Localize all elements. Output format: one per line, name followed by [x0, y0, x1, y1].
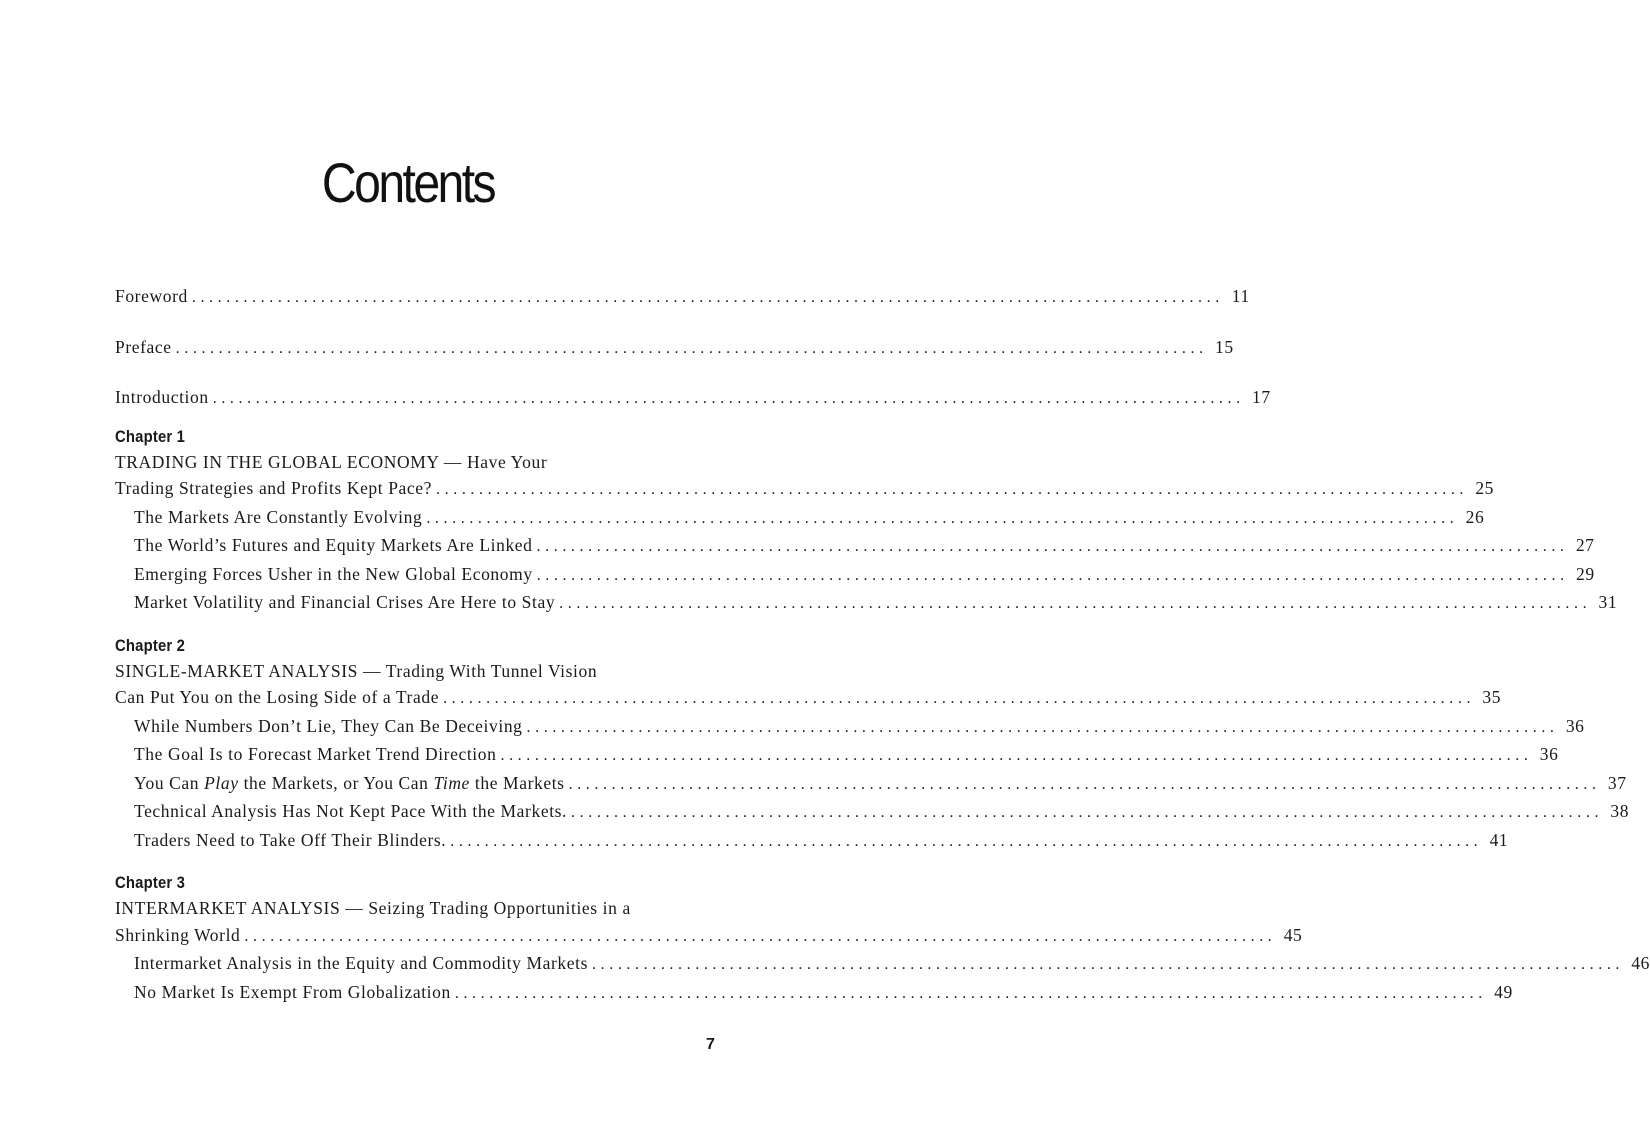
- section-entry: [115, 950, 1650, 979]
- toc-entry-page: 25: [1475, 478, 1495, 498]
- toc-entry-label: The World’s Futures and Equity Markets Are Linked: [134, 535, 533, 555]
- chapter-title-entry: [115, 684, 1502, 713]
- toc-entry-label: Traders Need to Take Off Their Blinders.: [134, 829, 447, 850]
- dot-leader: ........................................................................................................................: [536, 566, 1569, 584]
- toc-entry-label: Shrinking World: [115, 924, 241, 945]
- toc-entry-page: 35: [1482, 687, 1502, 707]
- toc-entry-label: The Goal Is to Forecast Market Trend Direction: [134, 744, 497, 764]
- chapter-title-entry: [115, 475, 1495, 504]
- dot-leader: ........................................................................................................................: [450, 832, 1483, 850]
- dot-leader: ........................................................................................................................: [559, 595, 1592, 612]
- dot-leader: ........................................................................................................................: [175, 339, 1208, 357]
- dot-leader: ........................................................................................................................: [526, 718, 1559, 736]
- toc-entry-preface: [115, 334, 1234, 363]
- section-entry: [115, 798, 1630, 827]
- toc-entry-label: Introduction: [115, 387, 209, 407]
- label-part-emphasis: Play: [204, 772, 239, 793]
- table-of-contents: [115, 283, 1650, 1023]
- toc-entry-page: 41: [1489, 829, 1509, 850]
- dot-leader: ........................................................................................................................: [436, 481, 1469, 498]
- toc-entry-page: 31: [1598, 592, 1618, 612]
- toc-entry-page: 45: [1283, 924, 1303, 945]
- dot-leader: ........................................................................................................................: [443, 690, 1476, 707]
- section-entry: [115, 827, 1509, 856]
- toc-entry-introduction: [115, 384, 1271, 413]
- toc-entry-page: 36: [1539, 744, 1559, 764]
- toc-entry-page: 46: [1631, 953, 1650, 973]
- chapter-heading: Chapter 2: [115, 636, 186, 655]
- toc-entry-page: 17: [1252, 387, 1271, 407]
- toc-entry-page: 36: [1565, 715, 1585, 736]
- toc-entry-page: 37: [1607, 772, 1627, 793]
- toc-entry-label: Market Volatility and Financial Crises Are Here to Stay: [134, 592, 556, 612]
- toc-entry-page: 38: [1610, 801, 1630, 821]
- section-entry: [115, 979, 1513, 1008]
- section-entry: [115, 770, 1627, 799]
- chapter-heading: Chapter 3: [115, 874, 186, 892]
- label-part: You Can: [134, 772, 205, 793]
- label-part-emphasis: Time: [433, 772, 470, 793]
- dot-leader: ........................................................................................................................: [571, 804, 1604, 821]
- toc-entry-foreword: [115, 283, 1250, 312]
- dot-leader: ........................................................................................................................: [592, 956, 1625, 973]
- toc-entry-page: 26: [1465, 506, 1485, 527]
- dot-leader: ........................................................................................................................: [426, 509, 1459, 527]
- section-entry: [115, 532, 1595, 561]
- dot-leader: ........................................................................................................................: [244, 927, 1277, 945]
- toc-entry-label: No Market Is Exempt From Globalization: [134, 981, 451, 1002]
- toc-entry-label: Trading Strategies and Profits Kept Pace?: [115, 478, 433, 498]
- toc-entry-label: The Markets Are Constantly Evolving: [134, 506, 423, 527]
- chapter-3: [115, 871, 1650, 1007]
- section-entry: [115, 589, 1618, 618]
- page-title: Contents: [321, 151, 495, 214]
- toc-entry-label: While Numbers Don’t Lie, They Can Be Deceiving: [134, 715, 523, 736]
- chapter-title: SINGLE-MARKET ANALYSIS — Trading With Tunnel Vision: [115, 660, 598, 681]
- section-entry: [115, 504, 1485, 533]
- chapter-1: [115, 425, 1618, 618]
- label-part: the Markets, or You Can: [238, 772, 434, 793]
- toc-entry-label: Can Put You on the Losing Side of a Trade: [115, 687, 440, 707]
- dot-leader: ........................................................................................................................: [500, 747, 1533, 764]
- chapter-2: [115, 634, 1630, 856]
- chapter-heading: Chapter 1: [115, 427, 186, 446]
- toc-entry-label: Intermarket Analysis in the Equity and Commodity Markets: [134, 953, 589, 973]
- toc-entry-page: 49: [1494, 981, 1513, 1002]
- section-entry: [115, 561, 1595, 590]
- toc-entry-label: Technical Analysis Has Not Kept Pace With the Markets.: [134, 801, 568, 821]
- chapter-title: TRADING IN THE GLOBAL ECONOMY — Have Your: [115, 451, 548, 472]
- section-entry: [115, 741, 1559, 770]
- page-number: 7: [706, 1036, 715, 1053]
- dot-leader: ........................................................................................................................: [454, 984, 1487, 1002]
- toc-entry-page: 15: [1214, 336, 1234, 357]
- toc-entry-page: 11: [1231, 286, 1250, 306]
- toc-entry-page: 27: [1575, 535, 1595, 555]
- toc-entry-label: [134, 770, 565, 797]
- toc-entry-label: Emerging Forces Usher in the New Global Economy: [134, 563, 533, 584]
- toc-entry-page: 29: [1576, 563, 1595, 584]
- chapter-title-entry: [115, 922, 1303, 951]
- toc-entry-label: Foreword: [115, 286, 188, 306]
- label-part: the Markets: [469, 772, 565, 793]
- dot-leader: ........................................................................................................................: [536, 538, 1569, 555]
- dot-leader: ........................................................................................................................: [212, 390, 1245, 407]
- dot-leader: ........................................................................................................................: [191, 289, 1224, 306]
- section-entry: [115, 713, 1585, 742]
- chapter-title: INTERMARKET ANALYSIS — Seizing Trading Opportunities in a: [115, 898, 631, 918]
- dot-leader: ........................................................................................................................: [568, 775, 1601, 793]
- toc-entry-label: Preface: [115, 336, 172, 357]
